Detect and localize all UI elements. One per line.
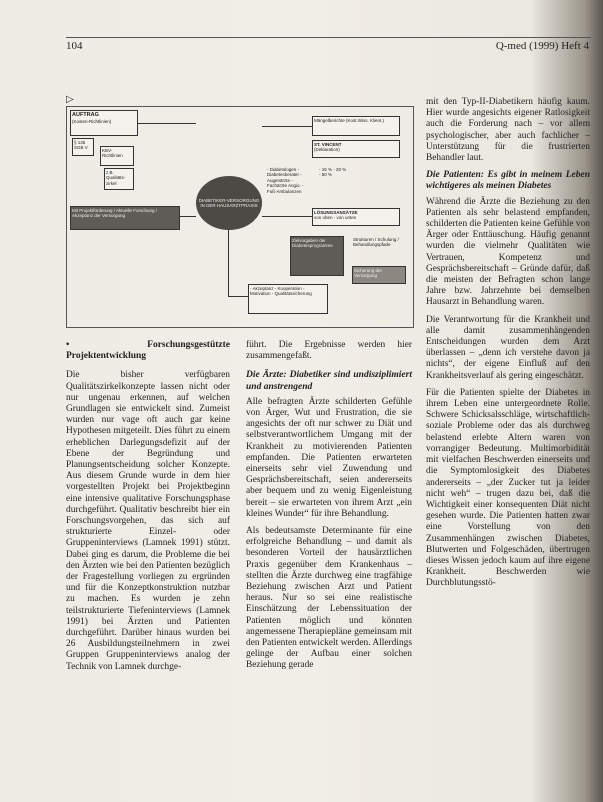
connector-line [138, 123, 196, 124]
column-1 [66, 340, 230, 679]
journal-title: Q-med (1999) Heft 4 [495, 40, 589, 52]
connector-line [228, 296, 248, 297]
paragraph: Die Verantwortung für die Krankheit und alle damit zusammenhängenden Entscheidungen wurden dem Arzt überlassen – „denn ich verstehe davon ja nichts“, der eigene Einfluß auf den Krankheitsverlauf als gering eingeschätzt. [426, 314, 590, 381]
section-heading: Die Patienten: Es gibt in meinem Leben wichtigeres als meinen Diabetes [426, 170, 590, 192]
strukturen-list: Strukturen / Schulung / Behandlungspfade [353, 237, 399, 248]
fachgruppen-list: - Diabetologen - Diabetesberater - Augenärzte - Fachärzte Angio. - Fuß-Ambulanzen [267, 167, 304, 194]
paragraph: Alle befragten Ärzte schilderten Gefühle von Ärger, Wut und Frustration, die sie angesichts der oft nur schwer zu Diät und selbstverantwortlichem Umgang mit der Krankheit zu motivierenden Patienten empfanden. Die Patienten erwarteten einerseits sehr viel Zuwendung und Gesprächsbereitschaft, seien andererseits aber bequem und zu wenig Eigenleistung bereit – sie erwarteten von ihrem Arzt „ein kleines Wunder“ für ihre Behandlung. [246, 396, 412, 519]
paragraph: Die bisher verfügbaren Qualitätszirkelkonzepte lassen nicht oder nur ungenau erkennen, auf welchen Grundlagen sie entwickelt sind. Zumeist wurden nur vage oft auch gar keine Hypothesen mitgeteilt. Dies führt zu einem erheblichen Darlegungsdefizit auf der Ebene der Begründung und Planungsentscheidung solcher Konzepte. Aus diesem Grunde wurde in dem hier vorgestellten Projekt bei Projektbeginn eine intensive qualitative Forschungsphase durchgeführt. Qualitativ beschreibt hier ein Forschungsvorgehen, das sich auf strukturierte Einzel- oder Gruppeninterviews (Lamnek 1991) stützt. Dabei ging es darum, die Probleme die bei den Ärzten wie bei den Patienten bezüglich der Fragestellung vorliegen zu ergründen und für die Konzeptkonstruktion nutzbar zu machen. Es wurden je zehn teilstrukturierte Tiefeninterviews (Lamnek 1991) bei Ärzten und Patienten durchgeführt. Darüber hinaus wurden bei 26 Ausbildungsteilnehmern in zwei Gruppen Gruppeninterviews analog der Technik von Lamnek durchge- [66, 370, 230, 672]
connector-line [262, 216, 312, 217]
paragraph: Für die Patienten spielte der Diabetes in ihrem Leben eine untergeordnete Rolle. Schwere Schicksalsschläge, wirtschaftlich-soziale Probleme oder das als durchweg belastend erlebte Altern waren von vorrangiger Bedeutung. Multimorbidität mit vielfachen Beschwerden einerseits und die Symptomlosigkeit des Diabetes andererseits – „der Zucker tut ja leider nicht weh“ – trugen dazu bei, daß die Wichtigkeit einer konsequenten Diät nicht gesehen wurde. Die Patienten hatten zwar eine Vorstellung von den Zusammenhängen zwischen Diabetes, Blutwerten und Folgeschäden, übertrugen dieses Wissen jedoch kaum auf ihre eigene Krankheit. Beschwerden wie Durchblutungsstö- [426, 387, 590, 589]
diabetes-circle: DIABETIKER-VERSORGUNG IN DER HAUSARZTPRAXIS [196, 176, 262, 230]
kbv-box: KBV-Richtlinien [100, 146, 134, 166]
akzeptanz-box: - Akzeptanz - Kooperation - Motivation - Qualitätssicherung [248, 284, 328, 314]
header-rule [66, 37, 591, 38]
section-heading: • Forschungsgestützte Projektentwicklung [66, 340, 230, 362]
column-2 [246, 340, 412, 678]
connector-line [180, 216, 196, 217]
diagram-figure [66, 96, 413, 328]
column-3 [426, 97, 590, 596]
page-number: 104 [66, 40, 83, 52]
connector-line [262, 126, 312, 127]
paragraph: mit den Typ-II-Diabetikern häufig kaum. Hier wurde angesichts eigener Ratlosigkeit auch die Forderung nach – vor allem psychologischer, aber auch fachlicher – Unterstützung für die frustrierten Behandler laut. [426, 97, 590, 164]
connector-line [228, 230, 229, 296]
qualitaetszirkel-box: z.B. Qualitäts-zirkel [104, 168, 134, 190]
zielvorgaben-box: Zielvorgaben der Diabetesprogramme [290, 236, 344, 276]
sicherung-box: Sicherung der Versorgung [352, 266, 406, 284]
triangle-icon: ▷ [66, 94, 74, 105]
paragraph: Während die Ärzte die Beziehung zu den Patienten als sehr belastend empfanden, schilderten die Patienten keine Gefühle von Ärger oder Enttäuschung. Häufig genannt wurden die vielmehr Qualitäten wie Vertrauen, Kompetenz und Gesprächsbereitschaft – Gründe dafür, daß die meisten der Befragten schon lange Jahre bzw. Jahrzehnte bei demselben Hausarzt in Behandlung waren. [426, 196, 590, 308]
prozent-list: - 15 % - 20 % - 50 % [319, 167, 347, 178]
loesungsansaetze-box: LÖSUNGSANSÄTZE von oben - von unten [312, 208, 400, 226]
paragraph: führt. Die Ergebnisse werden hier zusammengefaßt. [246, 340, 412, 362]
paragraph: Als bedeutsamste Determinante für eine erfolgreiche Behandlung – und damit als besonderen Vorteil der hausärztlichen Praxis gegenüber dem Krankenhaus – stellten die Ärzte durchweg eine tragfähige Beziehung zwischen Arzt und Patient heraus. Nur so sei eine realistische Einschätzung der Lebenssituation der Patienten möglich und könnten angemessene Therapiepläne gemeinsam mit den Patienten entwickelt werden. Allerdings gelinge der Aufbau einer solchen Beziehung gerade [246, 526, 412, 671]
section-heading: Die Ärzte: Diabetiker sind undisziplimiert und anstrengend [246, 370, 412, 392]
maengelberichte-box: Mängelberichte (Kost.Wiss. Klient.) [312, 116, 400, 136]
auftrag-box: AUFTRAG (Kosten-Richtlinien) [70, 110, 138, 136]
stvincent-box: ST. VINCENT (Deklaration) [312, 140, 400, 158]
sgb-box: § 135 SGB V [72, 138, 94, 156]
projektfoerderung-box: Mit Projektförderung / Aktuelle Forschung / Akzeptanz der Versorgung [70, 206, 180, 230]
